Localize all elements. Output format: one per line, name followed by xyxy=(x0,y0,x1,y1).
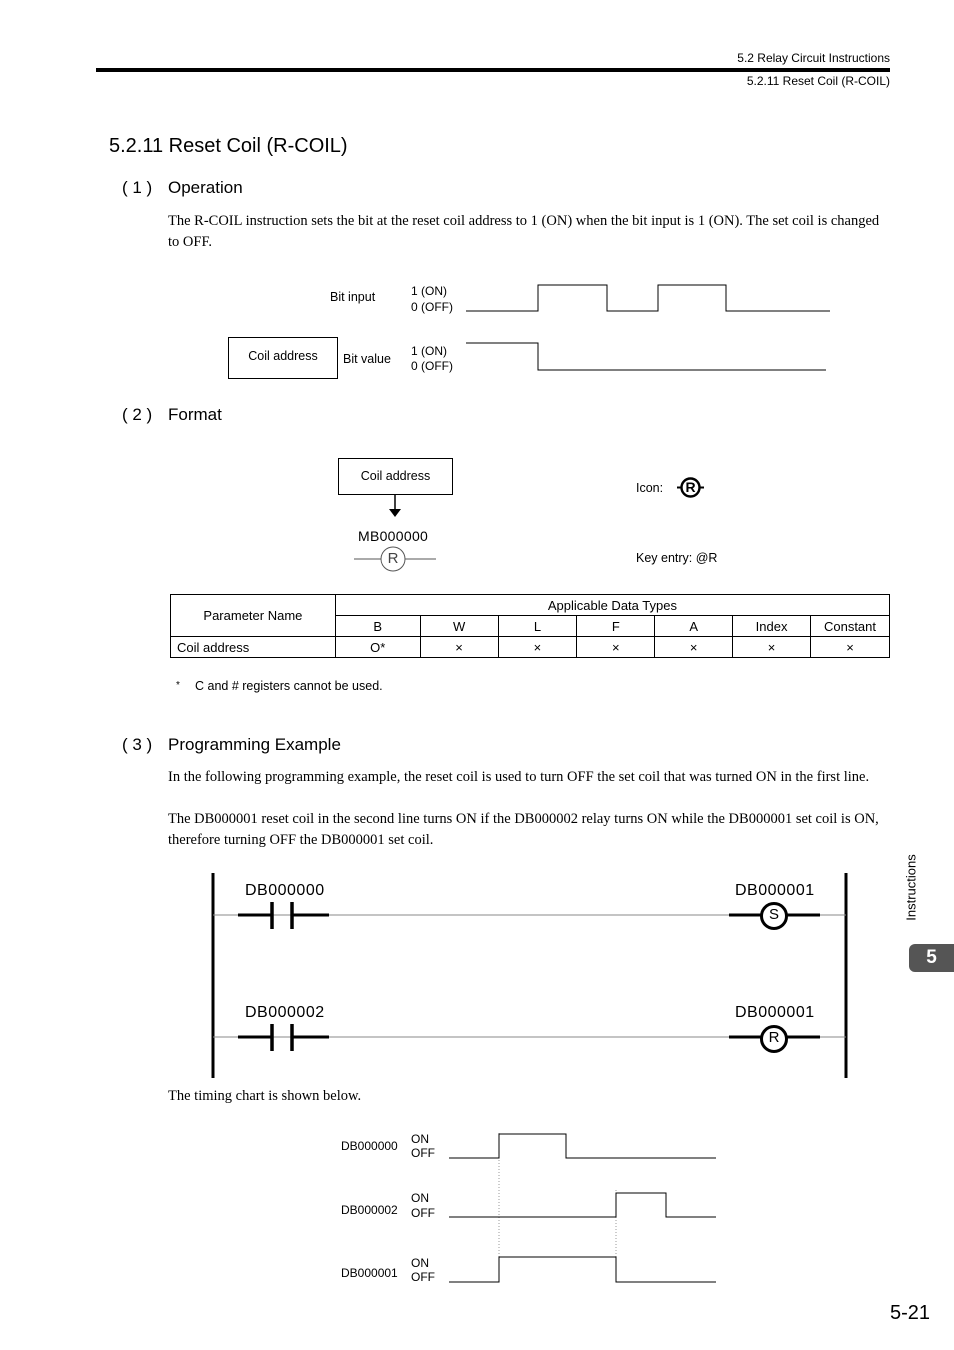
format-coil-address-box: Coil address xyxy=(338,458,453,495)
timing-signal-db000000: DB000000 xyxy=(341,1139,398,1153)
example-number: ( 3 ) xyxy=(122,735,153,754)
row-value-b: O* xyxy=(335,637,420,658)
chapter-tab: 5 xyxy=(909,944,954,972)
ladder-line2-contact-label: DB000002 xyxy=(245,1004,325,1021)
header-section: 5.2 Relay Circuit Instructions xyxy=(737,51,890,65)
icon-label: Icon: xyxy=(636,481,664,495)
type-col-a: A xyxy=(655,616,733,637)
page-title: 5.2.11 Reset Coil (R-COIL) xyxy=(109,135,348,157)
format-coil-letter: R xyxy=(387,550,399,567)
timing-on-label-2: ON xyxy=(411,1191,429,1205)
operation-text: The R-COIL instruction sets the bit at the reset coil address to 1 (ON) when the bit input is 1 (ON). The set coil is changed to OFF. xyxy=(168,213,880,250)
type-col-f: F xyxy=(577,616,655,637)
bit-input-on-label: 1 (ON) xyxy=(411,284,447,298)
header-subsection: 5.2.11 Reset Coil (R-COIL) xyxy=(746,74,890,88)
type-col-index: Index xyxy=(733,616,811,637)
db000000-waveform xyxy=(449,1134,716,1158)
operation-heading-text: Operation xyxy=(168,178,243,197)
bit-input-off-label: 0 (OFF) xyxy=(411,300,453,314)
ladder-line1-contact-label: DB000000 xyxy=(245,882,325,899)
operation-number: ( 1 ) xyxy=(122,178,153,197)
format-number: ( 2 ) xyxy=(122,405,153,424)
row-value-w: × xyxy=(420,637,498,658)
types-header: Applicable Data Types xyxy=(335,595,889,616)
example-paragraph-2: The DB000001 reset coil in the second line turns ON if the DB000002 relay turns ON while the DB000001 set coil is ON, therefore turning OFF the DB000001 set coil. xyxy=(168,811,879,848)
type-col-constant: Constant xyxy=(811,616,890,637)
ladder-line1-coil-label: DB000001 xyxy=(735,882,815,899)
side-tab-label xyxy=(900,850,940,930)
bit-value-off-label: 0 (OFF) xyxy=(411,359,453,373)
type-col-w: W xyxy=(420,616,498,637)
timing-on-label-1: ON xyxy=(411,1132,429,1146)
r-coil-icon-letter: R xyxy=(685,479,696,495)
bit-value-label: Bit value xyxy=(343,352,391,366)
row-value-l: × xyxy=(498,637,577,658)
timing-off-label-2: OFF xyxy=(411,1206,435,1220)
bit-input-label: Bit input xyxy=(330,290,376,304)
timing-signal-db000001: DB000001 xyxy=(341,1266,398,1280)
timing-off-label-3: OFF xyxy=(411,1270,435,1284)
format-register-label: MB000000 xyxy=(358,528,429,544)
bit-value-on-label: 1 (ON) xyxy=(411,344,447,358)
row-value-f: × xyxy=(577,637,655,658)
row-value-constant: × xyxy=(811,637,890,658)
format-heading-text: Format xyxy=(168,405,222,424)
row-value-a: × xyxy=(655,637,733,658)
page-number: 5-21 xyxy=(889,1302,930,1324)
operation-coil-address-box: Coil address xyxy=(228,337,338,379)
type-col-b: B xyxy=(335,616,420,637)
set-coil-letter: S xyxy=(768,906,779,923)
param-name-header: Parameter Name xyxy=(171,595,336,637)
note-mark: * xyxy=(176,680,180,691)
reset-coil-letter: R xyxy=(768,1029,780,1046)
timing-signal-db000002: DB000002 xyxy=(341,1203,398,1217)
timing-off-label-1: OFF xyxy=(411,1146,435,1160)
row-param-name: Coil address xyxy=(171,637,336,658)
timing-on-label-3: ON xyxy=(411,1256,429,1270)
table-note: C and # registers cannot be used. xyxy=(195,679,383,693)
row-value-index: × xyxy=(733,637,811,658)
type-col-l: L xyxy=(498,616,577,637)
example-paragraph-1: In the following programming example, the reset coil is used to turn OFF the set coil that was turned ON in the first line. xyxy=(168,769,870,785)
db000002-waveform xyxy=(449,1193,716,1217)
timing-intro: The timing chart is shown below. xyxy=(168,1088,362,1104)
side-tab-label-text: Instructions xyxy=(903,854,919,921)
db000001-waveform xyxy=(449,1257,716,1282)
ladder-line2-coil-label: DB000001 xyxy=(735,1004,815,1021)
key-entry: Key entry: @R xyxy=(636,551,718,565)
example-heading-text: Programming Example xyxy=(168,735,341,754)
